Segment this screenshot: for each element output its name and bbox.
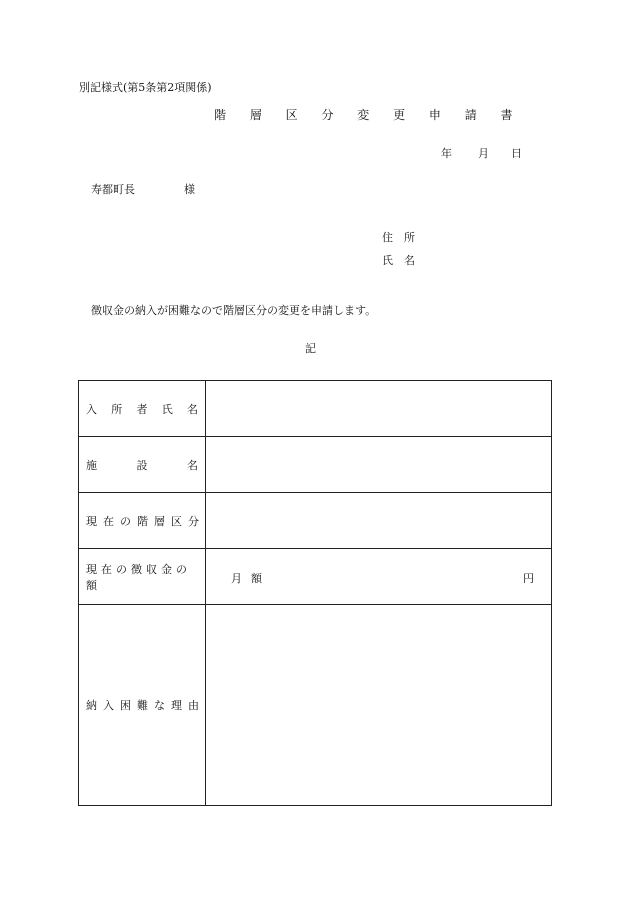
applicant-name-label: 氏 名 [382,254,415,267]
application-detail-table [78,380,552,806]
reason-label: 納入困難な理由 [86,699,205,712]
monthly-amount-label: 月額 [231,571,271,585]
current-class-label-cell [79,493,206,549]
table-row [79,549,552,605]
addressee-name: 寿都町長 [91,183,135,196]
resident-name-label-cell [79,381,206,437]
reason-label-cell [79,605,206,806]
facility-name-char: 施 [86,458,97,472]
date-month-label: 月 [478,147,489,160]
reason-field[interactable] [206,605,552,806]
resident-name-char: 入 [86,402,97,416]
date-day-label: 日 [511,147,522,160]
current-fee-label-cell [79,549,206,605]
facility-name-field[interactable] [206,437,552,493]
form-number-label: 別記様式(第5条第2項関係) [79,81,212,94]
resident-name-char: 名 [187,402,198,416]
ki-heading: 記 [305,342,316,355]
resident-name-char: 氏 [161,402,173,416]
current-fee-field[interactable] [206,549,552,605]
addressee-honorific: 様 [184,183,195,196]
resident-name-char: 者 [136,402,148,416]
current-class-label: 現在の階層区分 [86,514,205,528]
current-class-field[interactable] [206,493,552,549]
table-row [79,381,552,437]
facility-name-label-cell [79,437,206,493]
resident-name-char: 所 [111,402,123,416]
yen-unit-label: 円 [523,571,534,585]
table-row [79,437,552,493]
table-row [79,493,552,549]
applicant-address-label: 住 所 [382,231,415,244]
date-year-label: 年 [441,147,452,160]
application-statement: 徴収金の納入が困難なので階層区分の変更を申請します。 [91,304,377,317]
document-title: 階 層 区 分 変 更 申 請 書 [214,108,523,122]
current-fee-label: 現在の徴収金の額 [86,562,191,592]
resident-name-field[interactable] [206,381,552,437]
facility-name-char: 名 [187,458,198,472]
facility-name-char: 設 [136,458,148,472]
table-row [79,605,552,806]
